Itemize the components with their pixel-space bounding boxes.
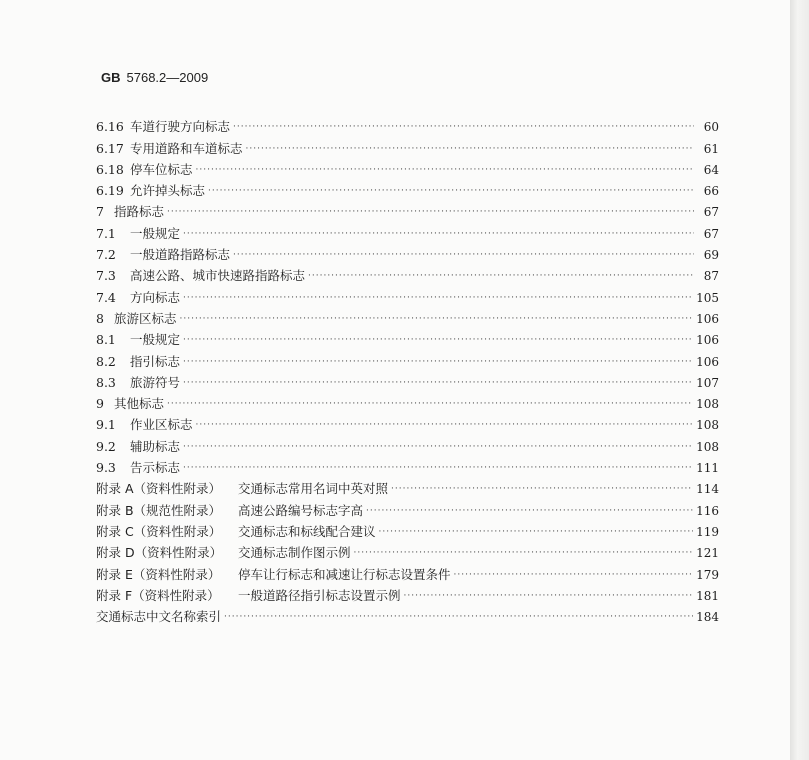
toc-entry-title: 一般规定 <box>130 332 181 348</box>
dot-leader <box>208 184 694 198</box>
dot-leader <box>183 291 693 305</box>
dot-leader <box>183 461 693 475</box>
toc-entry-title: 一般道路指路标志 <box>130 247 231 263</box>
toc-entry-title: 专用道路和车道标志 <box>130 140 243 156</box>
toc-entry-number: 附录 E（资料性附录） <box>96 566 221 582</box>
toc-entry-number: 7 <box>96 204 104 220</box>
toc-entry[interactable] <box>96 475 719 496</box>
toc-entry-page: 64 <box>703 162 719 177</box>
toc-entry-title: 辅助标志 <box>130 438 181 454</box>
toc-entry-number: 附录 C（资料性附录） <box>96 523 222 539</box>
toc-entry-title: 高速公路编号标志字高 <box>238 502 364 518</box>
toc-entry-page: 116 <box>696 503 719 518</box>
toc-entry-title: 高速公路、城市快速路指路标志 <box>130 268 306 284</box>
toc-entry[interactable] <box>96 134 719 155</box>
toc-entry-page: 61 <box>703 141 719 156</box>
page-edge <box>790 0 809 760</box>
dot-leader <box>167 205 694 219</box>
toc-entry-page: 66 <box>703 184 719 199</box>
dot-leader <box>180 312 694 326</box>
toc-entry[interactable] <box>96 262 719 283</box>
toc-entry-title: 交通标志中文名称索引 <box>96 609 222 625</box>
toc-entry-number: 9.1 <box>96 417 116 433</box>
dot-leader <box>454 568 694 582</box>
toc-entry-title: 作业区标志 <box>130 417 193 433</box>
toc-entry-page: 121 <box>696 546 719 561</box>
toc-entry-page: 60 <box>703 120 719 135</box>
toc-entry-title: 告示标志 <box>130 460 181 476</box>
document-header <box>101 70 208 85</box>
dot-leader <box>183 376 693 390</box>
toc-entry-number: 6.16 <box>96 119 124 135</box>
toc-entry[interactable] <box>96 241 719 262</box>
toc-entry[interactable] <box>96 326 719 347</box>
table-of-contents <box>96 113 719 624</box>
toc-entry-page: 111 <box>696 461 719 476</box>
toc-entry-number: 6.17 <box>96 140 124 156</box>
toc-entry-page: 181 <box>696 588 719 603</box>
dot-leader <box>196 163 694 177</box>
toc-entry-title: 方向标志 <box>130 289 181 305</box>
toc-entry-page: 67 <box>703 205 719 220</box>
dot-leader <box>183 440 693 454</box>
toc-entry-number: 附录 D（资料性附录） <box>96 545 223 561</box>
toc-entry[interactable] <box>96 560 719 581</box>
toc-entry-number: 6.18 <box>96 161 124 177</box>
toc-entry-title: 一般道路径指引标志设置示例 <box>238 587 401 603</box>
toc-entry-number: 8.1 <box>96 332 116 348</box>
dot-leader <box>246 142 694 156</box>
dot-leader <box>404 589 694 603</box>
toc-entry[interactable] <box>96 283 719 304</box>
toc-entry-page: 87 <box>703 269 719 284</box>
toc-entry[interactable] <box>96 390 719 411</box>
toc-entry[interactable] <box>96 198 719 219</box>
dot-leader <box>233 120 694 134</box>
toc-entry[interactable] <box>96 156 719 177</box>
toc-entry-page: 69 <box>703 248 719 263</box>
toc-entry[interactable] <box>96 582 719 603</box>
toc-entry[interactable] <box>96 219 719 240</box>
toc-entry-title: 旅游符号 <box>130 374 181 390</box>
dot-leader <box>183 227 694 241</box>
toc-entry[interactable] <box>96 518 719 539</box>
toc-entry[interactable] <box>96 411 719 432</box>
toc-entry-title: 其他标志 <box>114 396 165 412</box>
toc-entry-number: 7.4 <box>96 289 116 305</box>
toc-entry-title: 交通标志和标线配合建议 <box>238 523 376 539</box>
toc-entry-title: 一般规定 <box>130 225 181 241</box>
toc-entry-number: 7.1 <box>96 225 116 241</box>
toc-entry[interactable] <box>96 454 719 475</box>
toc-entry-number: 附录 B（规范性附录） <box>96 502 222 518</box>
toc-entry[interactable] <box>96 369 719 390</box>
toc-entry-page: 67 <box>703 226 719 241</box>
dot-leader <box>354 546 694 560</box>
dot-leader <box>183 333 693 347</box>
toc-entry[interactable] <box>96 496 719 517</box>
toc-entry[interactable] <box>96 603 719 624</box>
standard-number: 5768.2—2009 <box>126 70 209 85</box>
toc-entry-number: 7.2 <box>96 247 116 263</box>
dot-leader <box>308 269 694 283</box>
toc-entry-page: 106 <box>696 311 719 326</box>
dot-leader <box>183 355 693 369</box>
toc-entry-title: 车道行驶方向标志 <box>130 119 231 135</box>
toc-entry-page: 105 <box>696 290 719 305</box>
toc-entry-number: 6.19 <box>96 183 124 199</box>
toc-entry-page: 119 <box>696 524 719 539</box>
toc-entry-number: 附录 F（资料性附录） <box>96 587 220 603</box>
dot-leader <box>224 610 693 624</box>
toc-entry-title: 旅游区标志 <box>114 310 177 326</box>
toc-entry-number: 9.2 <box>96 438 116 454</box>
toc-entry[interactable] <box>96 432 719 453</box>
toc-entry-page: 106 <box>696 354 719 369</box>
toc-entry-number: 8.2 <box>96 353 116 369</box>
toc-entry-title: 交通标志制作图示例 <box>238 545 351 561</box>
dot-leader <box>379 525 694 539</box>
toc-entry-number: 9 <box>96 396 104 412</box>
toc-entry-number: 8.3 <box>96 374 116 390</box>
toc-entry-page: 184 <box>696 610 719 625</box>
toc-entry-title: 停车位标志 <box>130 161 193 177</box>
standard-prefix: GB <box>101 70 121 85</box>
dot-leader <box>167 397 693 411</box>
toc-entry[interactable] <box>96 113 719 134</box>
dot-leader <box>233 248 694 262</box>
toc-entry-page: 108 <box>696 439 719 454</box>
toc-entry-title: 指引标志 <box>130 353 181 369</box>
toc-entry-title: 停车让行标志和减速让行标志设置条件 <box>238 566 451 582</box>
toc-entry[interactable] <box>96 177 719 198</box>
toc-entry-page: 108 <box>696 397 719 412</box>
toc-entry-title: 指路标志 <box>114 204 165 220</box>
toc-entry-number: 9.3 <box>96 460 116 476</box>
toc-entry[interactable] <box>96 347 719 368</box>
toc-entry-page: 114 <box>696 482 719 497</box>
toc-entry-title: 交通标志常用名词中英对照 <box>238 481 389 497</box>
toc-entry-number: 附录 A（资料性附录） <box>96 481 222 497</box>
toc-entry-page: 107 <box>696 375 719 390</box>
toc-entry-page: 106 <box>696 333 719 348</box>
toc-entry-number: 7.3 <box>96 268 116 284</box>
toc-entry[interactable] <box>96 305 719 326</box>
toc-entry-page: 179 <box>696 567 719 582</box>
toc-entry-title: 允许掉头标志 <box>130 183 206 199</box>
toc-entry-page: 108 <box>696 418 719 433</box>
dot-leader <box>391 482 693 496</box>
toc-entry-number: 8 <box>96 310 104 326</box>
dot-leader <box>196 418 694 432</box>
dot-leader <box>366 504 693 518</box>
toc-entry[interactable] <box>96 539 719 560</box>
